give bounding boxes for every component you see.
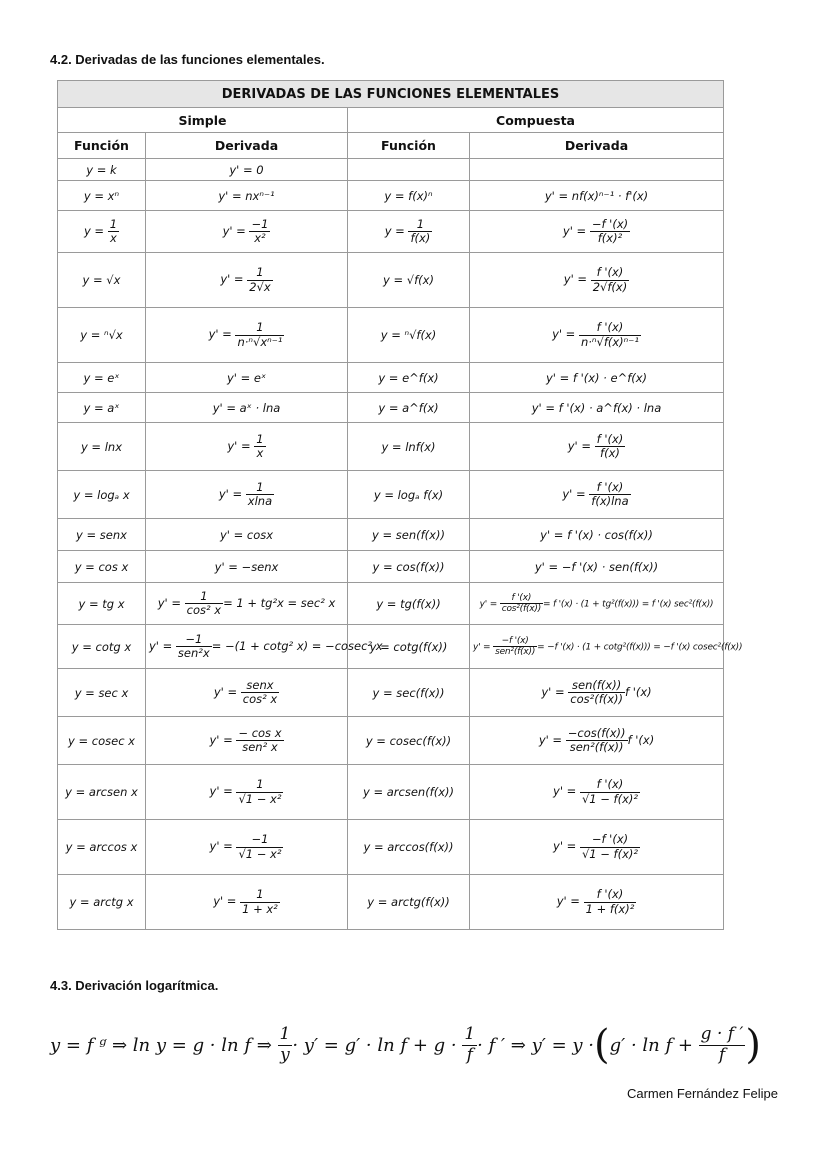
- cell-cd: [470, 423, 724, 471]
- cd-denominator: 2√f(x): [592, 279, 628, 294]
- log-derivation-formula: [50, 1018, 780, 1072]
- cf-numerator: 1: [408, 218, 432, 232]
- cell-cf: [348, 519, 470, 551]
- cell-sd: [146, 253, 348, 308]
- cell-sd: [146, 471, 348, 519]
- sd-denominator: x: [256, 446, 264, 460]
- cd-fraction: [580, 833, 640, 860]
- cd-numerator: f '(x): [580, 778, 640, 792]
- cd-lead: y' =: [556, 894, 584, 909]
- sd-denominator: xlna: [247, 494, 273, 508]
- cell-sf: [58, 211, 146, 253]
- cell-cf: [348, 308, 470, 363]
- cd-fraction: [590, 218, 630, 245]
- cell-cd: [470, 363, 724, 393]
- cf-text: y = sen(f(x)): [372, 527, 445, 542]
- sf-text: y = senx: [76, 527, 127, 542]
- cell-sd: [146, 820, 348, 875]
- sd-tail: = 1 + tg²x = sec² x: [223, 596, 336, 610]
- sf-text: y = xⁿ: [83, 188, 120, 203]
- cd-lead: y' =: [473, 642, 494, 652]
- sf-text: y = lnx: [80, 439, 123, 454]
- col-funcion-compuesta: Función: [348, 133, 470, 159]
- sd-fraction: [236, 727, 283, 754]
- sd-denominator: √1 − x²: [238, 846, 282, 861]
- table-row: [58, 765, 724, 820]
- group-compuesta: Compuesta: [348, 108, 724, 133]
- cell-sf: [58, 308, 146, 363]
- sd-fraction: [236, 833, 283, 860]
- cd-numerator: −cos(f(x)): [567, 725, 626, 740]
- sf-lead: y =: [83, 224, 108, 238]
- cell-sd: [146, 717, 348, 765]
- sf-numerator: 1: [109, 216, 118, 231]
- sd-denominator: sen² x: [242, 740, 278, 754]
- cell-cf: [348, 181, 470, 211]
- table-row: [58, 211, 724, 253]
- table-row: [58, 393, 724, 423]
- cell-cd: [470, 551, 724, 583]
- table-row: [58, 253, 724, 308]
- cd-lead: y' =: [479, 599, 500, 609]
- cd-lead: y' =: [563, 272, 591, 287]
- sf-text: y = k: [86, 162, 117, 177]
- sd-lead: y' =: [157, 596, 185, 610]
- sd-lead: y' =: [220, 272, 248, 287]
- cd-numerator: f '(x): [589, 481, 630, 495]
- col-funcion-simple: Función: [58, 133, 146, 159]
- sf-text: y = cos x: [74, 559, 129, 574]
- cell-sf: [58, 159, 146, 181]
- sf-text: y = arctg x: [69, 895, 134, 909]
- cell-sd: [146, 583, 348, 625]
- cd-tail: = −f '(x) · (1 + cotg²(f(x))) = −f '(x) cosec²(f(x)): [537, 642, 743, 652]
- cell-sf: [58, 253, 146, 308]
- cd-lead: y' =: [538, 733, 566, 747]
- sf-text: y = cotg x: [71, 639, 132, 654]
- sf-text: y = sec x: [74, 685, 129, 700]
- cf-text: y = cosec(f(x)): [365, 733, 452, 748]
- cell-sf: [58, 423, 146, 471]
- sd-text: y' = eˣ: [226, 370, 267, 385]
- sd-lead: y' =: [218, 487, 246, 501]
- cell-cd: [470, 583, 724, 625]
- cell-cf: [348, 583, 470, 625]
- table-row: [58, 625, 724, 669]
- cd-fraction: [591, 266, 629, 293]
- cd-numerator: −f '(x): [580, 833, 640, 847]
- sd-numerator: − cos x: [238, 725, 282, 740]
- sd-numerator: 1: [246, 481, 274, 495]
- sd-numerator: −1: [176, 633, 212, 647]
- cd-numerator: f '(x): [579, 321, 641, 335]
- cf-text: y = e^f(x): [378, 370, 439, 385]
- cd-numerator: f '(x): [591, 266, 629, 280]
- sf-denominator: x: [109, 231, 117, 245]
- cd-numerator: f '(x): [596, 431, 624, 446]
- cd-fraction: [579, 321, 641, 348]
- table-row: [58, 820, 724, 875]
- table-row: [58, 423, 724, 471]
- formula-fraction-2: 1 f: [464, 1023, 476, 1065]
- sd-text: y' = cosx: [219, 527, 274, 542]
- sd-lead: y' =: [209, 784, 237, 799]
- cd-denominator: f(x): [600, 446, 620, 460]
- cell-cd: [470, 393, 724, 423]
- col-derivada-simple: Derivada: [146, 133, 348, 159]
- derivatives-table: [57, 80, 743, 930]
- sd-denominator: 1 + x²: [242, 901, 278, 916]
- sd-numerator: 1: [256, 431, 264, 446]
- cf-text: y = √f(x): [383, 273, 434, 287]
- cd-denominator: cos²(f(x)): [501, 604, 542, 614]
- cd-text: y' = nf(x)ⁿ⁻¹ · f'(x): [544, 188, 649, 203]
- cell-sd: [146, 393, 348, 423]
- cd-numerator: −f '(x): [493, 636, 537, 647]
- cell-cd: [470, 625, 743, 669]
- sd-lead: y' =: [213, 685, 241, 699]
- cell-sd: [146, 181, 348, 211]
- cell-sd: [146, 765, 348, 820]
- cell-sd: [146, 211, 348, 253]
- table-row: [58, 308, 724, 363]
- formula-part-4: g′ · ln f +: [609, 1034, 693, 1056]
- sd-denominator: sen²x: [177, 646, 210, 660]
- cell-cf: [348, 363, 470, 393]
- cell-cf: [348, 159, 470, 181]
- formula-fraction-3: $\frac{g \cdot f '}{f}$: [700, 1023, 744, 1065]
- cell-cf: [348, 669, 470, 717]
- cell-cd: [470, 765, 724, 820]
- cd-denominator: sen²(f(x)): [569, 740, 624, 754]
- cd-denominator: n·ⁿ√f(x)ⁿ⁻¹: [580, 334, 639, 349]
- cell-cd: [470, 471, 724, 519]
- sd-denominator: n·ⁿ√xⁿ⁻¹: [237, 334, 283, 349]
- cf-text: y = arctg(f(x)): [367, 895, 450, 909]
- cell-sf: [58, 519, 146, 551]
- cell-sf: [58, 393, 146, 423]
- cell-sd: [146, 159, 348, 181]
- cd-numerator: f '(x): [584, 888, 637, 902]
- group-simple: Simple: [58, 108, 348, 133]
- cd-fraction: [568, 679, 625, 706]
- sd-numerator: −1: [236, 833, 283, 847]
- cf-text: y = cotg(f(x)): [369, 639, 448, 654]
- cd-numerator: −f '(x): [591, 216, 629, 231]
- sd-numerator: 1: [247, 266, 272, 280]
- sd-denominator: x²: [254, 231, 266, 245]
- cell-cd: [470, 717, 724, 765]
- cd-denominator: √1 − f(x)²: [581, 846, 638, 861]
- sd-denominator: 2√x: [249, 279, 271, 294]
- sd-fraction: [235, 321, 284, 348]
- cell-sd: [146, 308, 348, 363]
- cf-denominator: f(x): [410, 231, 431, 245]
- cell-sf: [58, 717, 146, 765]
- sd-fraction: [254, 433, 265, 460]
- cf-lead: y =: [384, 224, 409, 238]
- sd-lead: y' =: [222, 224, 250, 238]
- sf-text: y = logₐ x: [73, 487, 130, 502]
- cd-fraction: [566, 727, 628, 754]
- table-row: [58, 551, 724, 583]
- table-row: [58, 519, 724, 551]
- table-row: [58, 717, 724, 765]
- sd-text: y' = 0: [229, 162, 264, 177]
- sd-text: y' = −senx: [214, 559, 279, 574]
- sd-fraction: [236, 778, 283, 805]
- cell-sd: [146, 669, 348, 717]
- sf-text: y = √x: [82, 273, 121, 287]
- cd-numerator: sen(f(x)): [568, 679, 625, 693]
- sd-numerator: senx: [241, 679, 279, 693]
- formula-paren-open: (: [594, 1022, 610, 1068]
- cell-sd: [146, 363, 348, 393]
- author-name: Carmen Fernández Felipe: [626, 1086, 778, 1101]
- cf-text: y = f(x)ⁿ: [384, 188, 433, 203]
- sd-fraction: [249, 218, 270, 245]
- cd-lead: y' =: [562, 224, 590, 238]
- cf-text: y = sec(f(x)): [372, 685, 445, 700]
- cf-text: y = tg(f(x)): [376, 596, 441, 611]
- cf-fraction: [408, 218, 432, 245]
- cd-denominator: f(x)lna: [591, 494, 629, 508]
- section-heading-logaritmica: 4.3. Derivación logarítmica.: [50, 978, 219, 993]
- cd-lead: y' =: [552, 327, 579, 342]
- formula-paren-close: ): [745, 1022, 761, 1068]
- cell-cf: [348, 875, 470, 930]
- sd-denominator: √1 − x²: [238, 791, 282, 806]
- sf-fraction: [108, 218, 119, 245]
- cell-sd: [146, 519, 348, 551]
- table-row: [58, 875, 724, 930]
- cell-cf: [348, 211, 470, 253]
- formula-part-1: y = f ᵍ ⇒ ln y = g · ln f ⇒: [50, 1034, 272, 1056]
- cell-sf: [58, 625, 146, 669]
- sf-text: y = tg x: [78, 596, 125, 611]
- cell-sd: [146, 551, 348, 583]
- cell-sf: [58, 181, 146, 211]
- cell-cd: [470, 159, 724, 181]
- table-row: [58, 363, 724, 393]
- sd-denominator: cos² x: [242, 692, 278, 706]
- cd-lead: y' =: [567, 439, 595, 453]
- table-row: [58, 583, 724, 625]
- formula-fraction-1: 1 y: [279, 1023, 291, 1065]
- cell-cf: [348, 423, 470, 471]
- formula-part-2: · y′ = g′ · ln f + g ·: [292, 1034, 457, 1056]
- cell-cd: [470, 181, 724, 211]
- cell-cf: [348, 471, 470, 519]
- cf-text: y = lnf(x): [381, 439, 436, 454]
- cf-text: y = arcsen(f(x)): [362, 785, 454, 799]
- cell-sf: [58, 471, 146, 519]
- cf-text: y = cos(f(x)): [372, 559, 445, 574]
- sd-numerator: 1: [236, 778, 283, 792]
- sd-fraction: [241, 679, 279, 706]
- sd-numerator: 1: [185, 590, 223, 604]
- cd-fraction: [589, 481, 630, 508]
- cell-cd: [470, 253, 724, 308]
- col-derivada-compuesta: Derivada: [470, 133, 724, 159]
- cell-cf: [348, 820, 470, 875]
- sd-fraction: [176, 633, 212, 660]
- sd-text: y' = nxⁿ⁻¹: [218, 188, 275, 203]
- cell-cf: [348, 393, 470, 423]
- cell-cf: [348, 551, 470, 583]
- sd-lead: y' =: [213, 894, 241, 909]
- cd-text: y' = f '(x) · cos(f(x)): [540, 527, 653, 542]
- cell-cf: [348, 253, 470, 308]
- cell-sd: [146, 625, 383, 669]
- sd-lead: y' =: [227, 439, 255, 453]
- table-body: [58, 159, 743, 930]
- cell-cd: [470, 875, 724, 930]
- cd-fraction: [500, 593, 543, 615]
- cd-denominator: sen²(f(x)): [495, 647, 536, 657]
- cf-text: y = arccos(f(x)): [363, 840, 454, 854]
- cd-lead: y' =: [541, 685, 569, 699]
- sf-text: y = arcsen x: [65, 785, 138, 799]
- cd-text: y' = f '(x) · a^f(x) · lna: [531, 400, 662, 415]
- cd-text: y' = f '(x) · e^f(x): [545, 370, 648, 385]
- cd-fraction: [580, 778, 640, 805]
- cd-denominator: f(x)²: [597, 231, 623, 245]
- cf-text: y = a^f(x): [378, 400, 439, 415]
- cf-text: y = logₐ f(x): [373, 487, 444, 502]
- cd-denominator: √1 − f(x)²: [581, 791, 638, 806]
- table-row: [58, 181, 724, 211]
- sf-text: y = eˣ: [83, 370, 120, 385]
- cd-denominator: 1 + f(x)²: [585, 901, 635, 916]
- sd-fraction: [247, 266, 272, 293]
- sd-lead: y' =: [149, 639, 176, 653]
- cd-numerator: f '(x): [500, 593, 543, 604]
- sd-denominator: cos² x: [186, 603, 222, 617]
- cell-sd: [146, 423, 348, 471]
- sd-numerator: 1: [235, 321, 284, 335]
- section-heading-derivadas: 4.2. Derivadas de las funciones elementales.: [50, 52, 325, 67]
- cell-sf: [58, 551, 146, 583]
- cd-lead: y' =: [553, 784, 580, 799]
- cd-text: y' = −f '(x) · sen(f(x)): [534, 559, 659, 574]
- cell-cd: [470, 669, 724, 717]
- sd-text: y' = aˣ · lna: [212, 400, 281, 415]
- cd-lead: y' =: [562, 487, 590, 501]
- cell-sf: [58, 669, 146, 717]
- sf-text: y = arccos x: [65, 840, 138, 854]
- sd-numerator: −1: [251, 216, 269, 231]
- table-row: [58, 669, 724, 717]
- sd-lead: y' =: [209, 733, 237, 747]
- cell-cd: [470, 820, 724, 875]
- cell-cd: [470, 308, 724, 363]
- cell-sf: [58, 363, 146, 393]
- cf-text: y = ⁿ√f(x): [380, 328, 437, 342]
- cd-lead: y' =: [553, 839, 580, 854]
- cd-tail: = f '(x) · (1 + tg²(f(x))) = f '(x) sec²(f(x)): [543, 599, 714, 609]
- table-row: [58, 471, 724, 519]
- sd-lead: y' =: [208, 327, 236, 342]
- cell-cf: [348, 765, 470, 820]
- sd-numerator: 1: [240, 888, 280, 902]
- sd-fraction: [240, 888, 280, 915]
- table-title: DERIVADAS DE LAS FUNCIONES ELEMENTALES: [58, 81, 724, 108]
- sd-fraction: [246, 481, 274, 508]
- cd-tail: f '(x): [627, 733, 655, 747]
- sd-fraction: [185, 590, 223, 617]
- cd-tail: f '(x): [625, 685, 652, 699]
- sf-text: y = ⁿ√x: [80, 328, 123, 342]
- cell-sf: [58, 583, 146, 625]
- sd-lead: y' =: [209, 839, 237, 854]
- cell-sf: [58, 820, 146, 875]
- sd-tail: = −(1 + cotg² x) = −cosec² x: [211, 639, 383, 653]
- formula-part-3: · f ′ ⇒ y′ = y ·: [477, 1034, 594, 1056]
- cell-sf: [58, 765, 146, 820]
- cd-denominator: cos²(f(x)): [570, 692, 624, 706]
- cell-sf: [58, 875, 146, 930]
- cd-fraction: [595, 433, 626, 460]
- cell-cf: [348, 717, 470, 765]
- sf-text: y = aˣ: [83, 400, 120, 415]
- cd-fraction: [493, 636, 537, 658]
- cell-cd: [470, 519, 724, 551]
- sf-text: y = cosec x: [68, 733, 135, 748]
- cd-fraction: [584, 888, 637, 915]
- cell-sd: [146, 875, 348, 930]
- cell-cd: [470, 211, 724, 253]
- table-row: [58, 159, 724, 181]
